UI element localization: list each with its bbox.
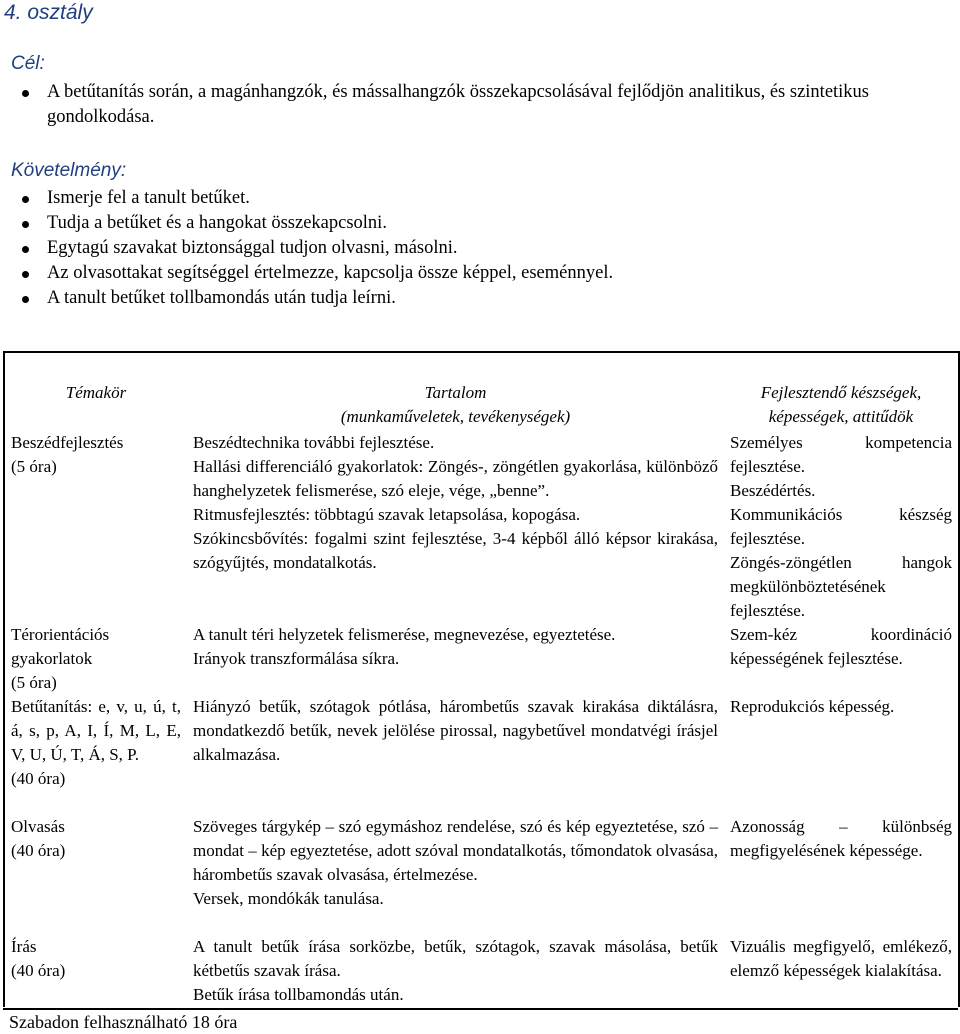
content-cell: A tanult téri helyzetek felismerése, megnevezése, egyeztetése. Irányok transzformálása síkra.: [193, 625, 616, 668]
list-item: Az olvasottakat segítséggel értelmezze, kapcsolja össze képpel, eseménnyel.: [11, 261, 956, 286]
skills-cell: Személyes kompetencia fejlesztése. Beszédértés. Kommunikációs készség fejlesztése. Zöngés-zöngétlen hangok megkülönböztetésének fejlesztése.: [724, 431, 959, 623]
header-content: Tartalom (munkaműveletek, tevékenységek): [187, 352, 724, 431]
list-item: Tudja a betűket és a hangokat összekapcsolni.: [11, 211, 956, 236]
skills-cell: Reprodukciós képesség.: [724, 695, 959, 815]
table-row: [4, 623, 959, 695]
page-title: 4. osztály: [4, 1, 93, 24]
skills-cell: Szem-kéz koordináció képességének fejlesztése.: [724, 623, 959, 695]
list-item: A tanult betűket tollbamondás után tudja leírni.: [11, 286, 956, 311]
requirements-list: [11, 186, 956, 311]
topic-cell: Írás (40 óra): [4, 935, 187, 1007]
list-item: Ismerje fel a tanult betűket.: [11, 186, 956, 211]
goal-list: [11, 80, 956, 130]
list-item: Egytagú szavakat biztonsággal tudjon olvasni, másolni.: [11, 236, 956, 261]
skills-cell: Vizuális megfigyelő, emlékező, elemző képességek kialakítása.: [724, 935, 959, 1007]
content-cell: A tanult betűk írása sorközbe, betűk, szótagok, szavak másolása, betűk kétbetűs szavak írása. Betűk írása tollbamondás után.: [193, 937, 718, 1004]
footer-note: Szabadon felhasználható 18 óra: [9, 1012, 238, 1032]
table-row: [4, 815, 959, 935]
list-item: A betűtanítás során, a magánhangzók, és mássalhangzók összekapcsolásával fejlődjön analitikus, és szintetikus gondolkodása.: [11, 80, 956, 130]
topic-cell: Beszédfejlesztés (5 óra): [4, 431, 187, 623]
content-cell: Beszédtechnika további fejlesztése. Hallási differenciáló gyakorlatok: Zöngés-, zöngétlen gyakorlása, különböző hanghelyzetek felismerése, szó eleje, vége, „benne”. Ritmusfejlesztés: többtagú szavak letapsolása, kopogása. Szókincsbővítés: fogalmi szint fejlesztése, 3-4 képből álló képsor kirakása, szógyűjtés, mondatalkotás.: [193, 433, 718, 572]
table-row: [4, 695, 959, 815]
requirements-heading: Követelmény:: [11, 160, 127, 181]
goal-heading: Cél:: [11, 53, 45, 74]
topic-cell: Olvasás (40 óra): [4, 815, 187, 935]
content-cell: Hiányzó betűk, szótagok pótlása, hárombetűs szavak kirakása diktálásra, mondatkezdő betűk, nevek jelölése pirossal, nagybetűvel mondatvégi írásjel alkalmazása.: [193, 697, 718, 764]
table-row: [4, 431, 959, 623]
table-header-row: [4, 352, 959, 431]
content-cell: Szöveges tárgykép – szó egymáshoz rendelése, szó és kép egyeztetése, szó – mondat – kép egyeztetése, adott szóval mondatalkotás, tőmondatok olvasása, hárombetűs szavak olvasása, értelmezése. Versek, mondókák tanulása.: [193, 817, 718, 908]
topic-cell: Betűtanítás: e, v, u, ú, t, á, s, p, A, I, Í, M, L, E, V, U, Ú, T, Á, S, P. (40 óra): [4, 695, 187, 815]
curriculum-table: [3, 351, 960, 1007]
header-skills: Fejlesztendő készségek, képességek, attitűdök: [724, 352, 959, 431]
topic-cell: Térorientációs gyakorlatok (5 óra): [4, 623, 187, 695]
header-topic: Témakör: [4, 352, 187, 431]
skills-cell: Azonosság – különbség megfigyelésének képessége.: [724, 815, 959, 935]
table-row: [4, 935, 959, 1007]
